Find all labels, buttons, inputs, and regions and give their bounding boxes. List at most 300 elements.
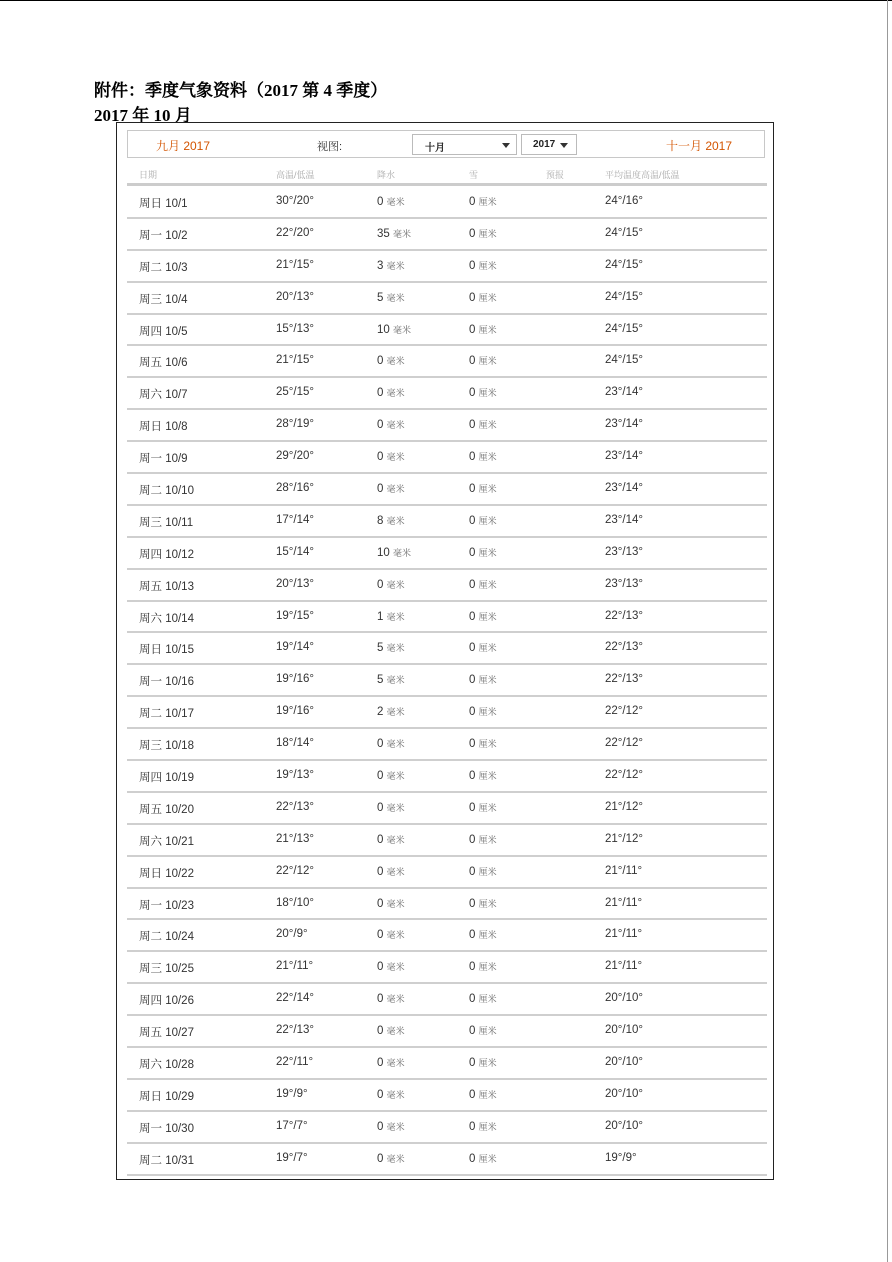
row-snow-unit: 厘米 [478, 643, 497, 654]
row-snow [469, 578, 497, 591]
row-snow-value: 0 [469, 865, 476, 878]
row-date: 周日 10/22 [139, 867, 194, 880]
row-snow-unit: 厘米 [478, 1089, 497, 1100]
table-row [127, 984, 767, 1016]
row-precipitation-unit: 毫米 [386, 930, 405, 941]
row-snow [469, 259, 497, 272]
row-precipitation-unit: 毫米 [386, 1121, 405, 1132]
row-average: 23°/13° [605, 545, 643, 558]
row-average: 22°/13° [605, 673, 643, 686]
row-average: 20°/10° [605, 1056, 643, 1069]
document-title: 附件：季度气象资料（2017 第 4 季度） [94, 81, 388, 100]
row-precipitation-value: 0 [377, 865, 384, 878]
row-precipitation-value: 10 [377, 546, 390, 559]
row-snow [469, 1152, 497, 1165]
row-snow [469, 610, 497, 623]
table-row [127, 219, 767, 251]
row-snow [469, 195, 497, 208]
row-snow-unit: 厘米 [478, 994, 497, 1005]
row-precipitation [377, 897, 405, 910]
row-snow-unit: 厘米 [478, 802, 497, 813]
row-snow-value: 0 [469, 483, 476, 496]
row-average: 24°/16° [605, 195, 643, 207]
header-average: 平均温度高温/低温 [605, 170, 680, 180]
row-precipitation-value: 0 [377, 833, 384, 846]
table-row [127, 825, 767, 857]
row-high-low: 20°/13° [276, 577, 314, 590]
table-row [127, 697, 767, 729]
row-high-low: 21°/11° [276, 960, 314, 973]
row-precipitation-unit: 毫米 [386, 739, 405, 750]
row-precipitation-value: 0 [377, 929, 384, 942]
page-right-rule [887, 0, 888, 1262]
row-snow [469, 482, 497, 495]
row-date: 周二 10/10 [139, 485, 194, 498]
row-precipitation [377, 992, 405, 1005]
row-average: 20°/10° [605, 992, 643, 1005]
row-snow [469, 354, 497, 367]
table-row [127, 251, 767, 283]
row-snow [469, 737, 497, 750]
row-high-low: 29°/20° [276, 450, 314, 463]
table-row [127, 602, 767, 634]
table-row [127, 952, 767, 984]
row-average: 21°/12° [605, 832, 643, 845]
row-precipitation-value: 0 [377, 387, 384, 400]
table-row [127, 1080, 767, 1112]
row-average: 23°/14° [605, 482, 643, 495]
row-snow-value: 0 [469, 578, 476, 591]
row-average: 23°/13° [605, 577, 643, 590]
row-snow-unit: 厘米 [478, 611, 497, 622]
row-precipitation-unit: 毫米 [386, 515, 405, 526]
table-row [127, 729, 767, 761]
row-precipitation-value: 0 [377, 897, 384, 910]
row-snow-unit: 厘米 [478, 707, 497, 718]
table-row [127, 315, 767, 347]
row-precipitation-value: 0 [377, 738, 384, 751]
row-precipitation-value: 1 [377, 610, 384, 623]
row-average: 24°/15° [605, 354, 643, 367]
row-precipitation-value: 35 [377, 227, 390, 240]
row-precipitation-unit: 毫米 [386, 356, 405, 367]
row-high-low: 20°/9° [276, 928, 308, 941]
row-precipitation-unit: 毫米 [386, 707, 405, 718]
row-high-low: 17°/7° [276, 1119, 308, 1132]
row-precipitation [377, 1088, 405, 1101]
row-snow-value: 0 [469, 1120, 476, 1133]
header-forecast: 预报 [546, 170, 565, 180]
row-average: 24°/15° [605, 290, 643, 303]
row-snow [469, 418, 497, 431]
row-precipitation [377, 705, 405, 718]
row-precipitation [377, 1152, 405, 1165]
row-snow [469, 992, 497, 1005]
row-precipitation-value: 0 [377, 355, 384, 368]
row-snow-value: 0 [469, 897, 476, 910]
row-precipitation-value: 0 [377, 1152, 384, 1165]
row-precipitation [377, 323, 411, 336]
table-row [127, 187, 767, 219]
row-snow [469, 960, 497, 973]
row-snow [469, 1024, 497, 1037]
table-row [127, 538, 767, 570]
table-row [127, 346, 767, 378]
previous-month-link[interactable]: 九月 2017 [156, 139, 211, 153]
header-high-low: 高温/低温 [276, 170, 315, 180]
table-body [127, 187, 767, 1176]
row-snow-value: 0 [469, 451, 476, 464]
row-snow-unit: 厘米 [478, 324, 497, 335]
row-high-low: 22°/12° [276, 864, 314, 877]
row-average: 20°/10° [605, 1024, 643, 1037]
row-average: 21°/11° [605, 960, 643, 973]
table-header [127, 163, 767, 186]
row-average: 23°/14° [605, 450, 643, 463]
row-snow [469, 705, 497, 718]
row-date: 周一 10/30 [139, 1122, 194, 1135]
row-precipitation-value: 3 [377, 259, 384, 272]
row-high-low: 21°/15° [276, 354, 314, 367]
row-date: 周日 10/8 [139, 421, 188, 434]
row-snow-value: 0 [469, 323, 476, 336]
row-snow-value: 0 [469, 993, 476, 1006]
row-date: 周二 10/24 [139, 931, 194, 944]
row-precipitation [377, 737, 405, 750]
row-snow-unit: 厘米 [478, 515, 497, 526]
row-average: 20°/10° [605, 1087, 643, 1100]
row-average: 23°/14° [605, 386, 643, 399]
table-row [127, 889, 767, 921]
row-precipitation-value: 5 [377, 674, 384, 687]
row-precipitation-value: 8 [377, 514, 384, 527]
table-row [127, 506, 767, 538]
row-precipitation-value: 5 [377, 291, 384, 304]
row-snow-unit: 厘米 [478, 547, 497, 558]
month-navigation-bar [127, 130, 765, 158]
row-snow-unit: 厘米 [478, 739, 497, 750]
row-date: 周日 10/1 [139, 198, 188, 210]
row-date: 周二 10/31 [139, 1154, 194, 1167]
row-snow-unit: 厘米 [478, 420, 497, 431]
row-precipitation-value: 0 [377, 1057, 384, 1070]
row-precipitation-unit: 毫米 [386, 292, 405, 303]
row-snow [469, 1120, 497, 1133]
row-date: 周一 10/2 [139, 229, 188, 242]
row-date: 周三 10/25 [139, 963, 194, 976]
chevron-down-icon [560, 143, 568, 148]
table-row [127, 793, 767, 825]
month-select-value: 十月 [425, 143, 445, 154]
row-precipitation-unit: 毫米 [393, 547, 412, 558]
row-high-low: 21°/13° [276, 832, 314, 845]
row-snow-unit: 厘米 [478, 1121, 497, 1132]
row-date: 周日 10/29 [139, 1090, 194, 1103]
row-snow-value: 0 [469, 387, 476, 400]
row-precipitation-unit: 毫米 [386, 197, 405, 207]
row-precipitation-value: 0 [377, 419, 384, 432]
row-precipitation [377, 514, 405, 527]
row-high-low: 19°/15° [276, 609, 314, 622]
row-precipitation-unit: 毫米 [386, 675, 405, 686]
row-snow-unit: 厘米 [478, 1153, 497, 1164]
row-date: 周五 10/20 [139, 803, 194, 816]
row-snow-unit: 厘米 [478, 1058, 497, 1069]
row-date: 周日 10/15 [139, 644, 194, 657]
row-snow [469, 801, 497, 814]
row-precipitation-unit: 毫米 [386, 771, 405, 782]
row-high-low: 25°/15° [276, 386, 314, 399]
row-snow-unit: 厘米 [478, 292, 497, 303]
row-snow [469, 546, 497, 559]
row-precipitation-unit: 毫米 [393, 228, 412, 239]
row-average: 21°/11° [605, 928, 643, 941]
row-snow-value: 0 [469, 770, 476, 783]
row-high-low: 22°/13° [276, 1024, 314, 1037]
row-date: 周六 10/21 [139, 835, 194, 848]
table-row [127, 1048, 767, 1080]
row-snow [469, 323, 497, 336]
row-snow-value: 0 [469, 1088, 476, 1101]
row-snow-unit: 厘米 [478, 834, 497, 845]
table-row [127, 570, 767, 602]
table-row [127, 1016, 767, 1048]
row-average: 23°/14° [605, 513, 643, 526]
row-snow-unit: 厘米 [478, 484, 497, 495]
row-precipitation-value: 0 [377, 1120, 384, 1133]
row-high-low: 28°/16° [276, 482, 314, 495]
row-snow [469, 450, 497, 463]
row-high-low: 19°/7° [276, 1151, 308, 1164]
row-snow-value: 0 [469, 961, 476, 974]
row-precipitation-value: 10 [377, 323, 390, 336]
row-high-low: 22°/11° [276, 1056, 314, 1069]
row-precipitation-unit: 毫米 [386, 643, 405, 654]
row-precipitation-unit: 毫米 [386, 962, 405, 973]
row-date: 周二 10/3 [139, 261, 188, 274]
header-date: 日期 [139, 170, 158, 180]
row-precipitation-unit: 毫米 [386, 1058, 405, 1069]
row-snow-unit: 厘米 [478, 197, 497, 207]
chevron-down-icon [502, 143, 510, 148]
row-precipitation [377, 928, 405, 941]
row-date: 周一 10/9 [139, 453, 188, 466]
table-row [127, 378, 767, 410]
row-precipitation-value: 5 [377, 642, 384, 655]
row-snow-value: 0 [469, 227, 476, 240]
row-date: 周五 10/27 [139, 1027, 194, 1040]
row-snow [469, 386, 497, 399]
row-high-low: 15°/13° [276, 322, 314, 335]
row-snow-unit: 厘米 [478, 898, 497, 909]
row-precipitation [377, 482, 405, 495]
row-date: 周三 10/4 [139, 293, 188, 306]
row-average: 20°/10° [605, 1119, 643, 1132]
table-row [127, 474, 767, 506]
row-snow-value: 0 [469, 706, 476, 719]
row-date: 周五 10/13 [139, 580, 194, 593]
weather-table-frame [116, 122, 774, 1180]
row-precipitation-value: 2 [377, 706, 384, 719]
row-precipitation-value: 0 [377, 801, 384, 814]
row-precipitation-unit: 毫米 [386, 866, 405, 877]
table-row [127, 665, 767, 697]
row-date: 周六 10/14 [139, 612, 194, 625]
row-precipitation [377, 578, 405, 591]
row-precipitation [377, 833, 405, 846]
row-average: 24°/15° [605, 226, 643, 239]
row-precipitation [377, 610, 405, 623]
row-snow-value: 0 [469, 610, 476, 623]
row-snow-value: 0 [469, 546, 476, 559]
row-precipitation [377, 1056, 405, 1069]
row-average: 21°/12° [605, 800, 643, 813]
row-precipitation [377, 386, 405, 399]
row-date: 周六 10/7 [139, 389, 188, 402]
row-date: 周三 10/18 [139, 740, 194, 753]
row-snow-unit: 厘米 [478, 260, 497, 271]
row-precipitation-value: 0 [377, 770, 384, 783]
row-snow-unit: 厘米 [478, 388, 497, 399]
row-precipitation [377, 865, 405, 878]
row-high-low: 17°/14° [276, 513, 314, 526]
row-precipitation-value: 0 [377, 1088, 384, 1101]
row-snow [469, 769, 497, 782]
row-average: 22°/12° [605, 737, 643, 750]
row-snow [469, 673, 497, 686]
row-snow-unit: 厘米 [478, 356, 497, 367]
month-select[interactable] [412, 134, 517, 155]
row-average: 21°/11° [605, 864, 643, 877]
row-high-low: 22°/20° [276, 226, 314, 239]
row-precipitation [377, 546, 411, 559]
row-precipitation-unit: 毫米 [386, 452, 405, 463]
row-precipitation-unit: 毫米 [386, 1089, 405, 1100]
row-precipitation-unit: 毫米 [386, 420, 405, 431]
table-row [127, 920, 767, 952]
row-snow [469, 928, 497, 941]
row-high-low: 19°/9° [276, 1087, 308, 1100]
row-snow-value: 0 [469, 833, 476, 846]
row-precipitation [377, 641, 405, 654]
row-snow-value: 0 [469, 929, 476, 942]
row-precipitation [377, 450, 405, 463]
row-precipitation [377, 960, 405, 973]
row-precipitation-unit: 毫米 [386, 388, 405, 399]
row-high-low: 22°/13° [276, 800, 314, 813]
table-row [127, 283, 767, 315]
table-row [127, 1112, 767, 1144]
row-snow-unit: 厘米 [478, 866, 497, 877]
row-precipitation-unit: 毫米 [386, 898, 405, 909]
row-precipitation-value: 0 [377, 578, 384, 591]
row-precipitation-unit: 毫米 [386, 1026, 405, 1037]
row-precipitation [377, 1024, 405, 1037]
row-precipitation [377, 195, 405, 208]
row-precipitation [377, 354, 405, 367]
row-snow-unit: 厘米 [478, 771, 497, 782]
row-average: 22°/12° [605, 769, 643, 782]
row-snow [469, 641, 497, 654]
row-snow-unit: 厘米 [478, 452, 497, 463]
row-snow-value: 0 [469, 196, 476, 208]
row-high-low: 19°/16° [276, 705, 314, 718]
row-snow-value: 0 [469, 514, 476, 527]
row-precipitation-unit: 毫米 [386, 260, 405, 271]
row-precipitation-unit: 毫米 [386, 834, 405, 845]
row-precipitation-value: 0 [377, 483, 384, 496]
year-select[interactable] [521, 134, 577, 155]
row-snow-value: 0 [469, 642, 476, 655]
row-snow-unit: 厘米 [478, 962, 497, 973]
row-snow [469, 833, 497, 846]
row-date: 周一 10/23 [139, 899, 194, 912]
row-average: 24°/15° [605, 322, 643, 335]
row-snow [469, 1056, 497, 1069]
row-precipitation-unit: 毫米 [393, 324, 412, 335]
row-high-low: 19°/13° [276, 769, 314, 782]
row-average: 22°/13° [605, 641, 643, 654]
row-high-low: 21°/15° [276, 258, 314, 271]
row-date: 周四 10/19 [139, 772, 194, 785]
row-date: 周四 10/12 [139, 548, 194, 561]
row-average: 24°/15° [605, 258, 643, 271]
row-precipitation-value: 0 [377, 451, 384, 464]
row-precipitation-value: 0 [377, 196, 384, 208]
row-snow [469, 514, 497, 527]
table-row [127, 1144, 767, 1176]
row-snow-unit: 厘米 [478, 579, 497, 590]
row-date: 周四 10/5 [139, 325, 188, 338]
row-precipitation [377, 1120, 405, 1133]
row-date: 周五 10/6 [139, 357, 188, 370]
next-month-link[interactable]: 十一月 2017 [666, 139, 733, 153]
row-average: 22°/12° [605, 705, 643, 718]
row-high-low: 22°/14° [276, 992, 314, 1005]
row-high-low: 28°/19° [276, 418, 314, 431]
row-precipitation-value: 0 [377, 1025, 384, 1038]
row-snow [469, 227, 497, 240]
row-snow-unit: 厘米 [478, 930, 497, 941]
row-snow-value: 0 [469, 259, 476, 272]
row-precipitation [377, 259, 405, 272]
row-snow [469, 291, 497, 304]
row-snow-unit: 厘米 [478, 1026, 497, 1037]
row-snow-value: 0 [469, 419, 476, 432]
row-snow-value: 0 [469, 738, 476, 751]
row-snow-value: 0 [469, 1057, 476, 1070]
row-high-low: 19°/14° [276, 641, 314, 654]
row-average: 19°/9° [605, 1151, 637, 1164]
row-precipitation [377, 291, 405, 304]
row-snow-value: 0 [469, 801, 476, 814]
row-date: 周六 10/28 [139, 1059, 194, 1072]
row-snow-value: 0 [469, 355, 476, 368]
table-row [127, 633, 767, 665]
row-precipitation [377, 801, 405, 814]
row-date: 周四 10/26 [139, 995, 194, 1008]
row-precipitation [377, 227, 411, 240]
row-high-low: 30°/20° [276, 195, 314, 207]
page-top-rule [0, 0, 892, 1]
row-snow [469, 897, 497, 910]
row-date: 周二 10/17 [139, 708, 194, 721]
row-snow [469, 865, 497, 878]
row-snow-value: 0 [469, 1152, 476, 1165]
row-snow-value: 0 [469, 1025, 476, 1038]
table-row [127, 410, 767, 442]
row-precipitation [377, 769, 405, 782]
